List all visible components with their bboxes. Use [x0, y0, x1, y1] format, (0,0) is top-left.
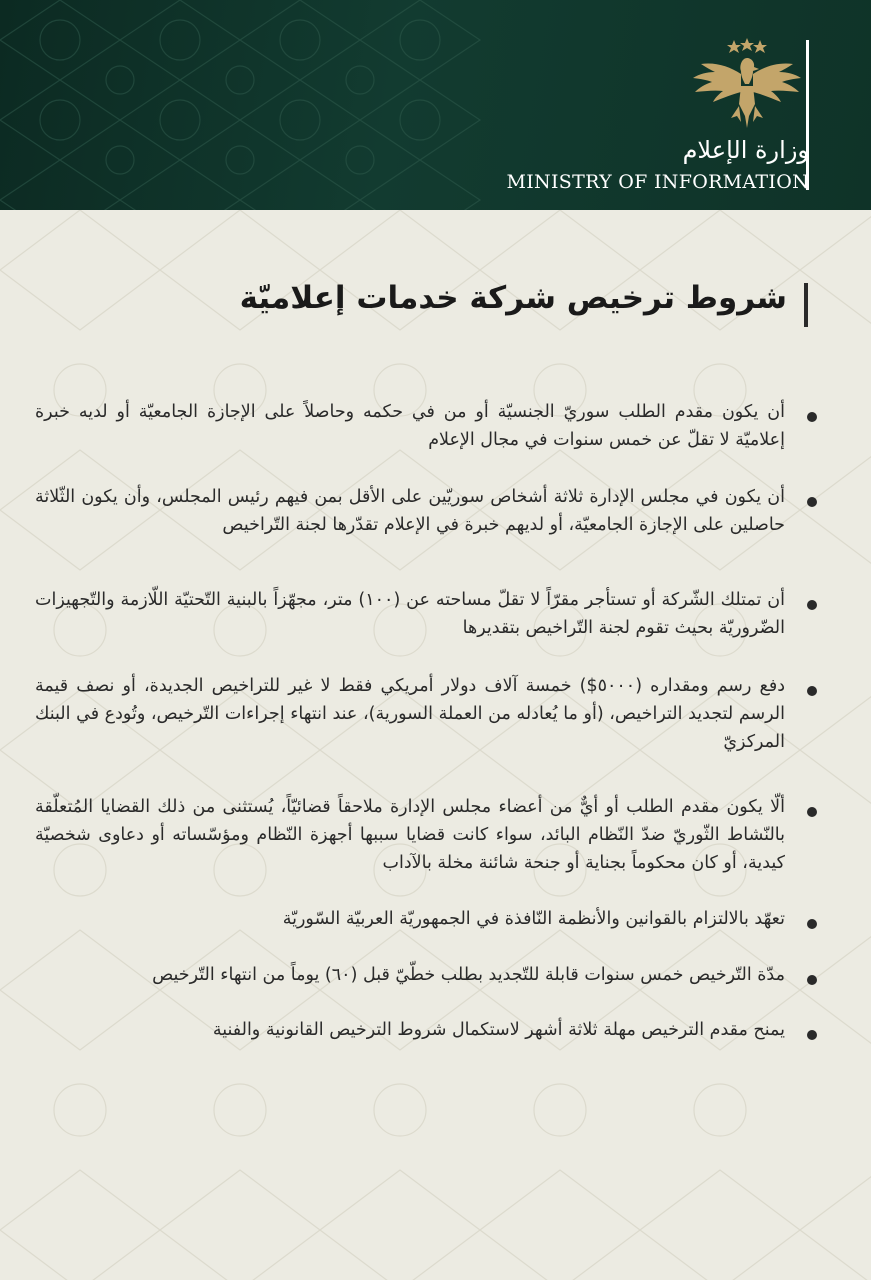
bullet-icon: [807, 686, 817, 696]
condition-item: دفع رسم ومقداره (٥٠٠٠$) خمسة آلاف دولار أمريكي فقط لا غير للتراخيص الجديدة، أو نصف قيمة الرسم لتجديد التراخيص، (أو ما يُعادله من العملة السورية)، عند انتهاء إجراءات التّرخيص، وتُودع في البنك المركزيّ: [35, 676, 785, 752]
condition-item: أن يكون في مجلس الإدارة ثلاثة أشخاص سوريّين على الأقل بمن فيهم رئيس المجلس، وأن يكون الثّلاثة حاصلين على الإجازة الجامعيّة، أو لديهم خبرة في الإعلام تقدّرها لجنة التّراخيص: [35, 487, 785, 535]
bullet-icon: [807, 919, 817, 929]
bullet-icon: [807, 1030, 817, 1040]
condition-item: أن يكون مقدم الطلب سوريّ الجنسيّة أو من في حكمه وحاصلاً على الإجازة الجامعيّة أو لديه خبرة إعلاميّة لا تقلّ عن خمس سنوات في مجال الإعلام: [35, 402, 785, 450]
condition-item: مدّة التّرخيص خمس سنوات قابلة للتّجديد بطلب خطّيّ قبل (٦٠) يوماً من انتهاء التّرخيص: [152, 965, 785, 985]
condition-item: تعهّد بالالتزام بالقوانين والأنظمة النّافذة في الجمهوريّة العربيّة السّوريّة: [282, 909, 785, 929]
bullet-icon: [807, 497, 817, 507]
bullet-icon: [807, 600, 817, 610]
bullet-icon: [807, 412, 817, 422]
header-banner: [0, 0, 871, 210]
condition-item: يمنح مقدم الترخيص مهلة ثلاثة أشهر لاستكمال شروط الترخيص القانونية والفنية: [212, 1020, 785, 1040]
condition-item: ألّا يكون مقدم الطلب أو أيٌّ من أعضاء مجلس الإدارة ملاحقاً قضائيّاً، يُستثنى من ذلك القضايا المُتعلّقة بالنّشاط الثّوريّ ضدّ النّظام البائد، سواء كانت قضايا سببها أجهزة النّظام ومؤسّساته أو دعاوى شخصيّة كيدية، أو كان محكوماً بجناية أو جنحة شائنة مخلة بالآداب: [35, 797, 785, 873]
condition-item: أن تمتلك الشّركة أو تستأجر مقرّاً لا تقلّ مساحته عن (١٠٠) متر، مجهّزاً بالبنية التّحتيّة اللّازمة والتّجهيزات الضّروريّة بحيث تقوم لجنة التّراخيص بتقديرها: [35, 590, 785, 638]
ministry-name-english: MINISTRY OF INFORMATION: [506, 171, 809, 193]
eagle-emblem-icon: [679, 36, 809, 131]
bullet-icon: [807, 975, 817, 985]
ministry-name-arabic: وزارة الإعلام: [682, 136, 809, 164]
ministry-logo: [506, 36, 809, 196]
bullet-icon: [807, 807, 817, 817]
title-accent-bar: [804, 283, 808, 327]
page-title: شروط ترخيص شركة خدمات إعلاميّة: [239, 280, 787, 316]
